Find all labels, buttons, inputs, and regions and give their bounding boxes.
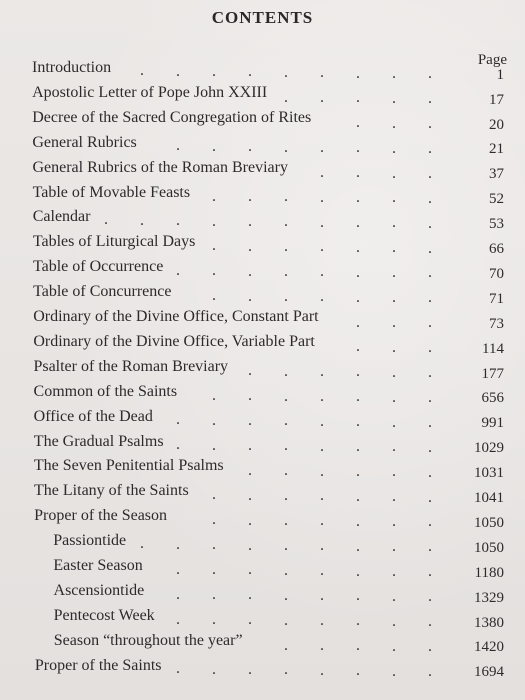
toc-entry-title: General Rubrics	[32, 133, 137, 151]
toc-entry-title: Psalter of the Roman Breviary	[33, 357, 229, 375]
toc-entry-page-number: 991	[481, 415, 504, 432]
toc-entry-page-number: 66	[489, 241, 504, 258]
toc-entry: Season “throughout the year” 1420 . . . . .	[53, 631, 504, 656]
toc-entry-page-number: 21	[489, 141, 504, 158]
toc-entry-page-number: 1041	[474, 490, 504, 507]
toc-entry-title: Common of the Saints	[33, 382, 178, 400]
toc-entry-page-number: 1050	[474, 539, 504, 556]
toc-entry: Ordinary of the Divine Office, Variable Part 114 . . .	[33, 332, 504, 357]
toc-entry-title: General Rubrics of the Roman Breviary	[32, 158, 288, 176]
toc-entry-page-number: 53	[489, 216, 504, 233]
toc-entry: Proper of the Season 1050 . . . . . . .	[34, 507, 504, 531]
toc-entry-title: Table of Occurrence	[32, 258, 164, 276]
toc-entry-title: Calendar	[32, 208, 91, 226]
toc-entry-page-number: 1694	[474, 664, 504, 681]
toc-entry-page-number: 20	[489, 116, 504, 133]
toc-entry: Tables of Liturgical Days 66 . . . . . . .	[32, 233, 504, 258]
toc-entry-page-number: 114	[482, 340, 504, 357]
toc-entry-title: Ascensiontide	[53, 581, 145, 599]
toc-entry: The Gradual Psalms 1029 . . . . . . . .	[33, 432, 504, 457]
toc-entry-page-number: 1329	[474, 589, 504, 606]
toc-entry: Table of Occurrence 70 . . . . . . . .	[32, 258, 504, 282]
toc-entry: Apostolic Letter of Pope John XXIII 17 . . . . .	[32, 83, 504, 108]
toc-entry: Table of Concurrence 71 . . . . . . .	[33, 283, 504, 307]
toc-entry-title: Ordinary of the Divine Office, Variable Part	[33, 332, 315, 350]
toc-entry-page-number: 71	[489, 290, 504, 307]
toc-entry: Ascensiontide 1329 . . . . . . . .	[53, 581, 504, 606]
toc-entry: General Rubrics 21 . . . . . . . .	[32, 133, 504, 158]
toc-entry-page-number: 1	[496, 66, 504, 83]
toc-entry-page-number: 1420	[474, 639, 504, 656]
toc-entry-page-number: 73	[489, 315, 504, 332]
toc-entry-title: Decree of the Sacred Congregation of Rites	[32, 108, 312, 126]
toc-entry-title: Introduction	[32, 59, 112, 76]
toc-entry: Calendar 53 . . . . . . . . . .	[32, 208, 504, 233]
toc-entry-page-number: 52	[489, 191, 504, 208]
toc-entry-title: Proper of the Saints	[34, 656, 162, 674]
contents-heading: CONTENTS	[211, 8, 314, 27]
toc-entry-title: Tables of Liturgical Days	[32, 233, 196, 251]
toc-entry-page-number: 656	[481, 390, 504, 407]
toc-entry: Introduction 1 . . . . . . . . .	[32, 59, 504, 83]
toc-entry-page-number: 1180	[474, 564, 504, 581]
toc-entry: Psalter of the Roman Breviary 177 . . . . . .	[33, 357, 504, 382]
toc-entry-title: Pentecost Week	[53, 606, 155, 624]
toc-entry-page-number: 177	[481, 365, 504, 382]
toc-entry: Proper of the Saints 1694 . . . . . . . .	[34, 656, 504, 681]
toc-entry: Office of the Dead 991 . . . . . . . .	[33, 407, 504, 432]
toc-entry-title: The Litany of the Saints	[34, 482, 189, 500]
toc-entry-page-number: 37	[489, 166, 504, 183]
toc-entry-title: Proper of the Season	[34, 507, 168, 525]
toc-entry-page-number: 17	[489, 91, 504, 108]
toc-entry-page-number: 70	[489, 265, 504, 282]
toc-entry: Common of the Saints 656 . . . . . . .	[33, 382, 504, 407]
toc-entry: Table of Movable Feasts 52 . . . . . . .	[32, 183, 504, 208]
toc-entry-title: Table of Concurrence	[33, 283, 172, 301]
toc-entry: Easter Season 1180 . . . . . . . .	[53, 557, 504, 581]
page-column-label: Page	[477, 52, 507, 68]
toc-entry-title: Office of the Dead	[33, 407, 153, 425]
toc-entry-title: The Gradual Psalms	[33, 432, 164, 450]
toc-entry: The Litany of the Saints 1041 . . . . . . .	[34, 482, 504, 507]
toc-entry-title: Ordinary of the Divine Office, Constant Part	[33, 308, 319, 325]
toc-entry: The Seven Penitential Psalms 1031 . . . . . .	[33, 457, 504, 482]
toc-entry: General Rubrics of the Roman Breviary 37 . . . .	[32, 158, 504, 183]
toc-entry-page-number: 1029	[474, 440, 504, 457]
toc-entry-title: The Seven Penitential Psalms	[33, 457, 224, 475]
toc-entry-title: Easter Season	[53, 557, 143, 574]
toc-entry-page-number: 1050	[474, 514, 504, 531]
toc-entry-page-number: 1031	[474, 465, 504, 482]
toc-entry: Ordinary of the Divine Office, Constant Part 73 . . .	[33, 308, 504, 332]
toc-entry-title: Season “throughout the year”	[53, 631, 243, 649]
toc-entry-title: Passiontide	[53, 532, 127, 550]
toc-entry-title: Table of Movable Feasts	[32, 183, 191, 201]
toc-entry-title: Apostolic Letter of Pope John XXIII	[32, 83, 268, 101]
toc-entry: Pentecost Week 1380 . . . . . . . .	[53, 606, 504, 631]
toc-entry: Passiontide 1050 . . . . . . . . .	[53, 532, 504, 556]
toc-entry-page-number: 1380	[474, 614, 504, 631]
toc-entry: Decree of the Sacred Congregation of Rites 20 . . .	[32, 108, 504, 133]
